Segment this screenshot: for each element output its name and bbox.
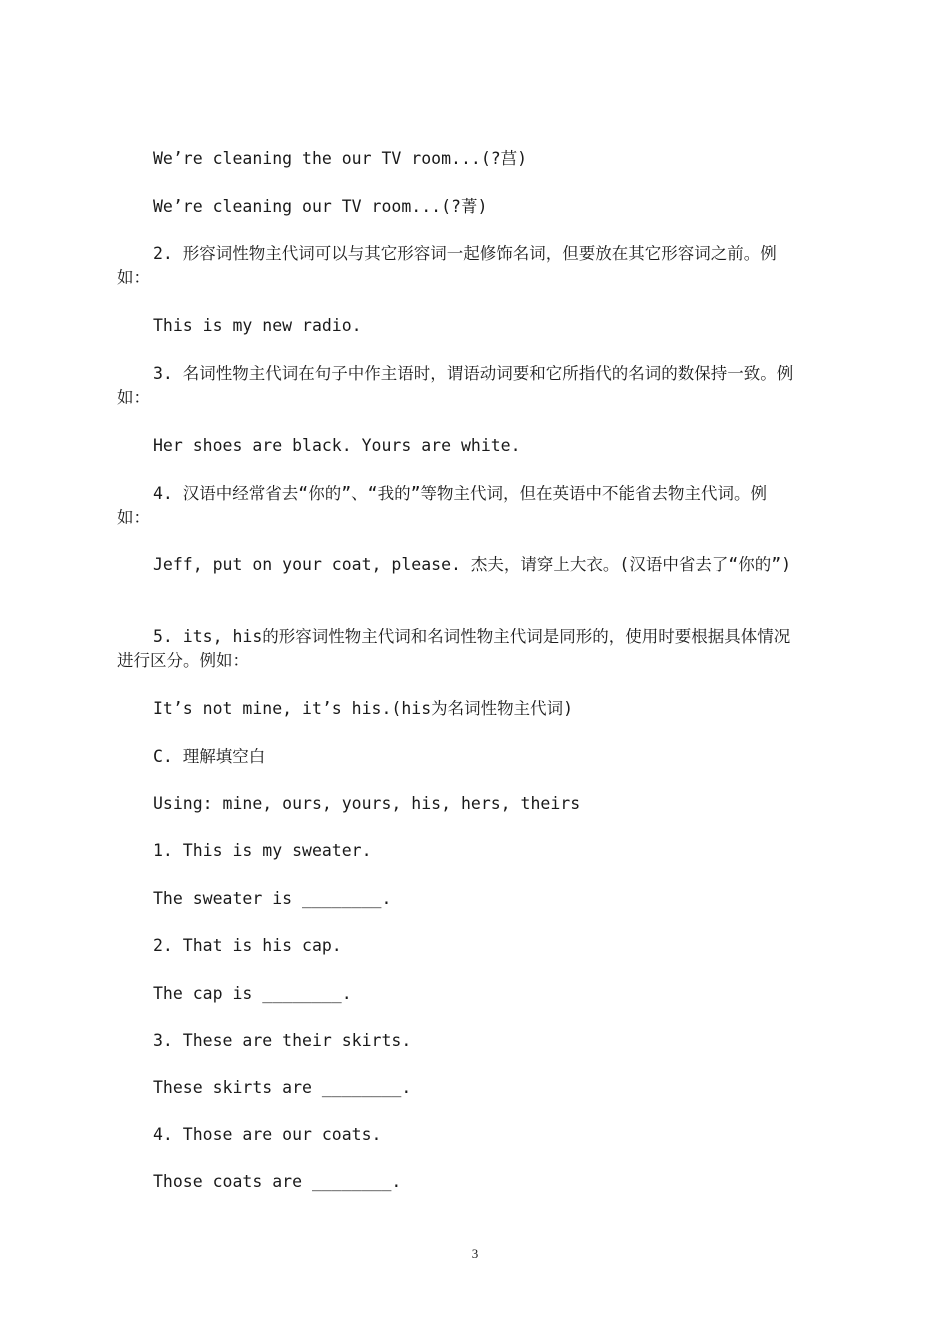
exercise-3-blank: These skirts are ________.	[153, 1078, 412, 1097]
example-sentence-5: It’s not mine, it’s his.(his为名词性物主代词)	[153, 699, 574, 718]
rule-paragraph-4: 4. 汉语中经常省去“你的”、“我的”等物主代词，但在英语中不能省去物主代词。例如：	[117, 484, 768, 527]
page-number: 3	[471, 1246, 479, 1261]
exercise-2-blank: The cap is ________.	[153, 984, 352, 1003]
exercise-4-blank: Those coats are ________.	[153, 1172, 402, 1191]
exercise-3-prompt: 3. These are their skirts.	[153, 1031, 412, 1050]
example-sentence-2: This is my new radio.	[153, 316, 362, 335]
example-sentence-4: Jeff, put on your coat, please. 杰夫，请穿上大衣。(汉语中省去了“你的”)	[153, 555, 792, 574]
exercise-2-prompt: 2. That is his cap.	[153, 936, 342, 955]
exercise-1-prompt: 1. This is my sweater.	[153, 841, 372, 860]
rule-paragraph-2: 2. 形容词性物主代词可以与其它形容词一起修饰名词，但要放在其它形容词之前。例如：	[117, 244, 777, 287]
example-sentence-3: Her shoes are black. Yours are white.	[153, 436, 521, 455]
section-heading-c: C. 理解填空白	[153, 747, 266, 766]
rule-paragraph-3: 3. 名词性物主代词在句子中作主语时，谓语动词要和它所指代的名词的数保持一致。例如：	[117, 364, 794, 407]
word-bank: Using: mine, ours, yours, his, hers, theirs	[153, 794, 581, 813]
example-sentence-wrong: We’re cleaning the our TV room...(?莒)	[153, 149, 528, 168]
example-sentence-correct: We’re cleaning our TV room...(?菁)	[153, 197, 488, 216]
rule-paragraph-5: 5. its, his的形容词性物主代词和名词性物主代词是同形的，使用时要根据具体情况进行区分。例如：	[117, 627, 791, 670]
exercise-4-prompt: 4. Those are our coats.	[153, 1125, 382, 1144]
exercise-1-blank: The sweater is ________.	[153, 889, 392, 908]
